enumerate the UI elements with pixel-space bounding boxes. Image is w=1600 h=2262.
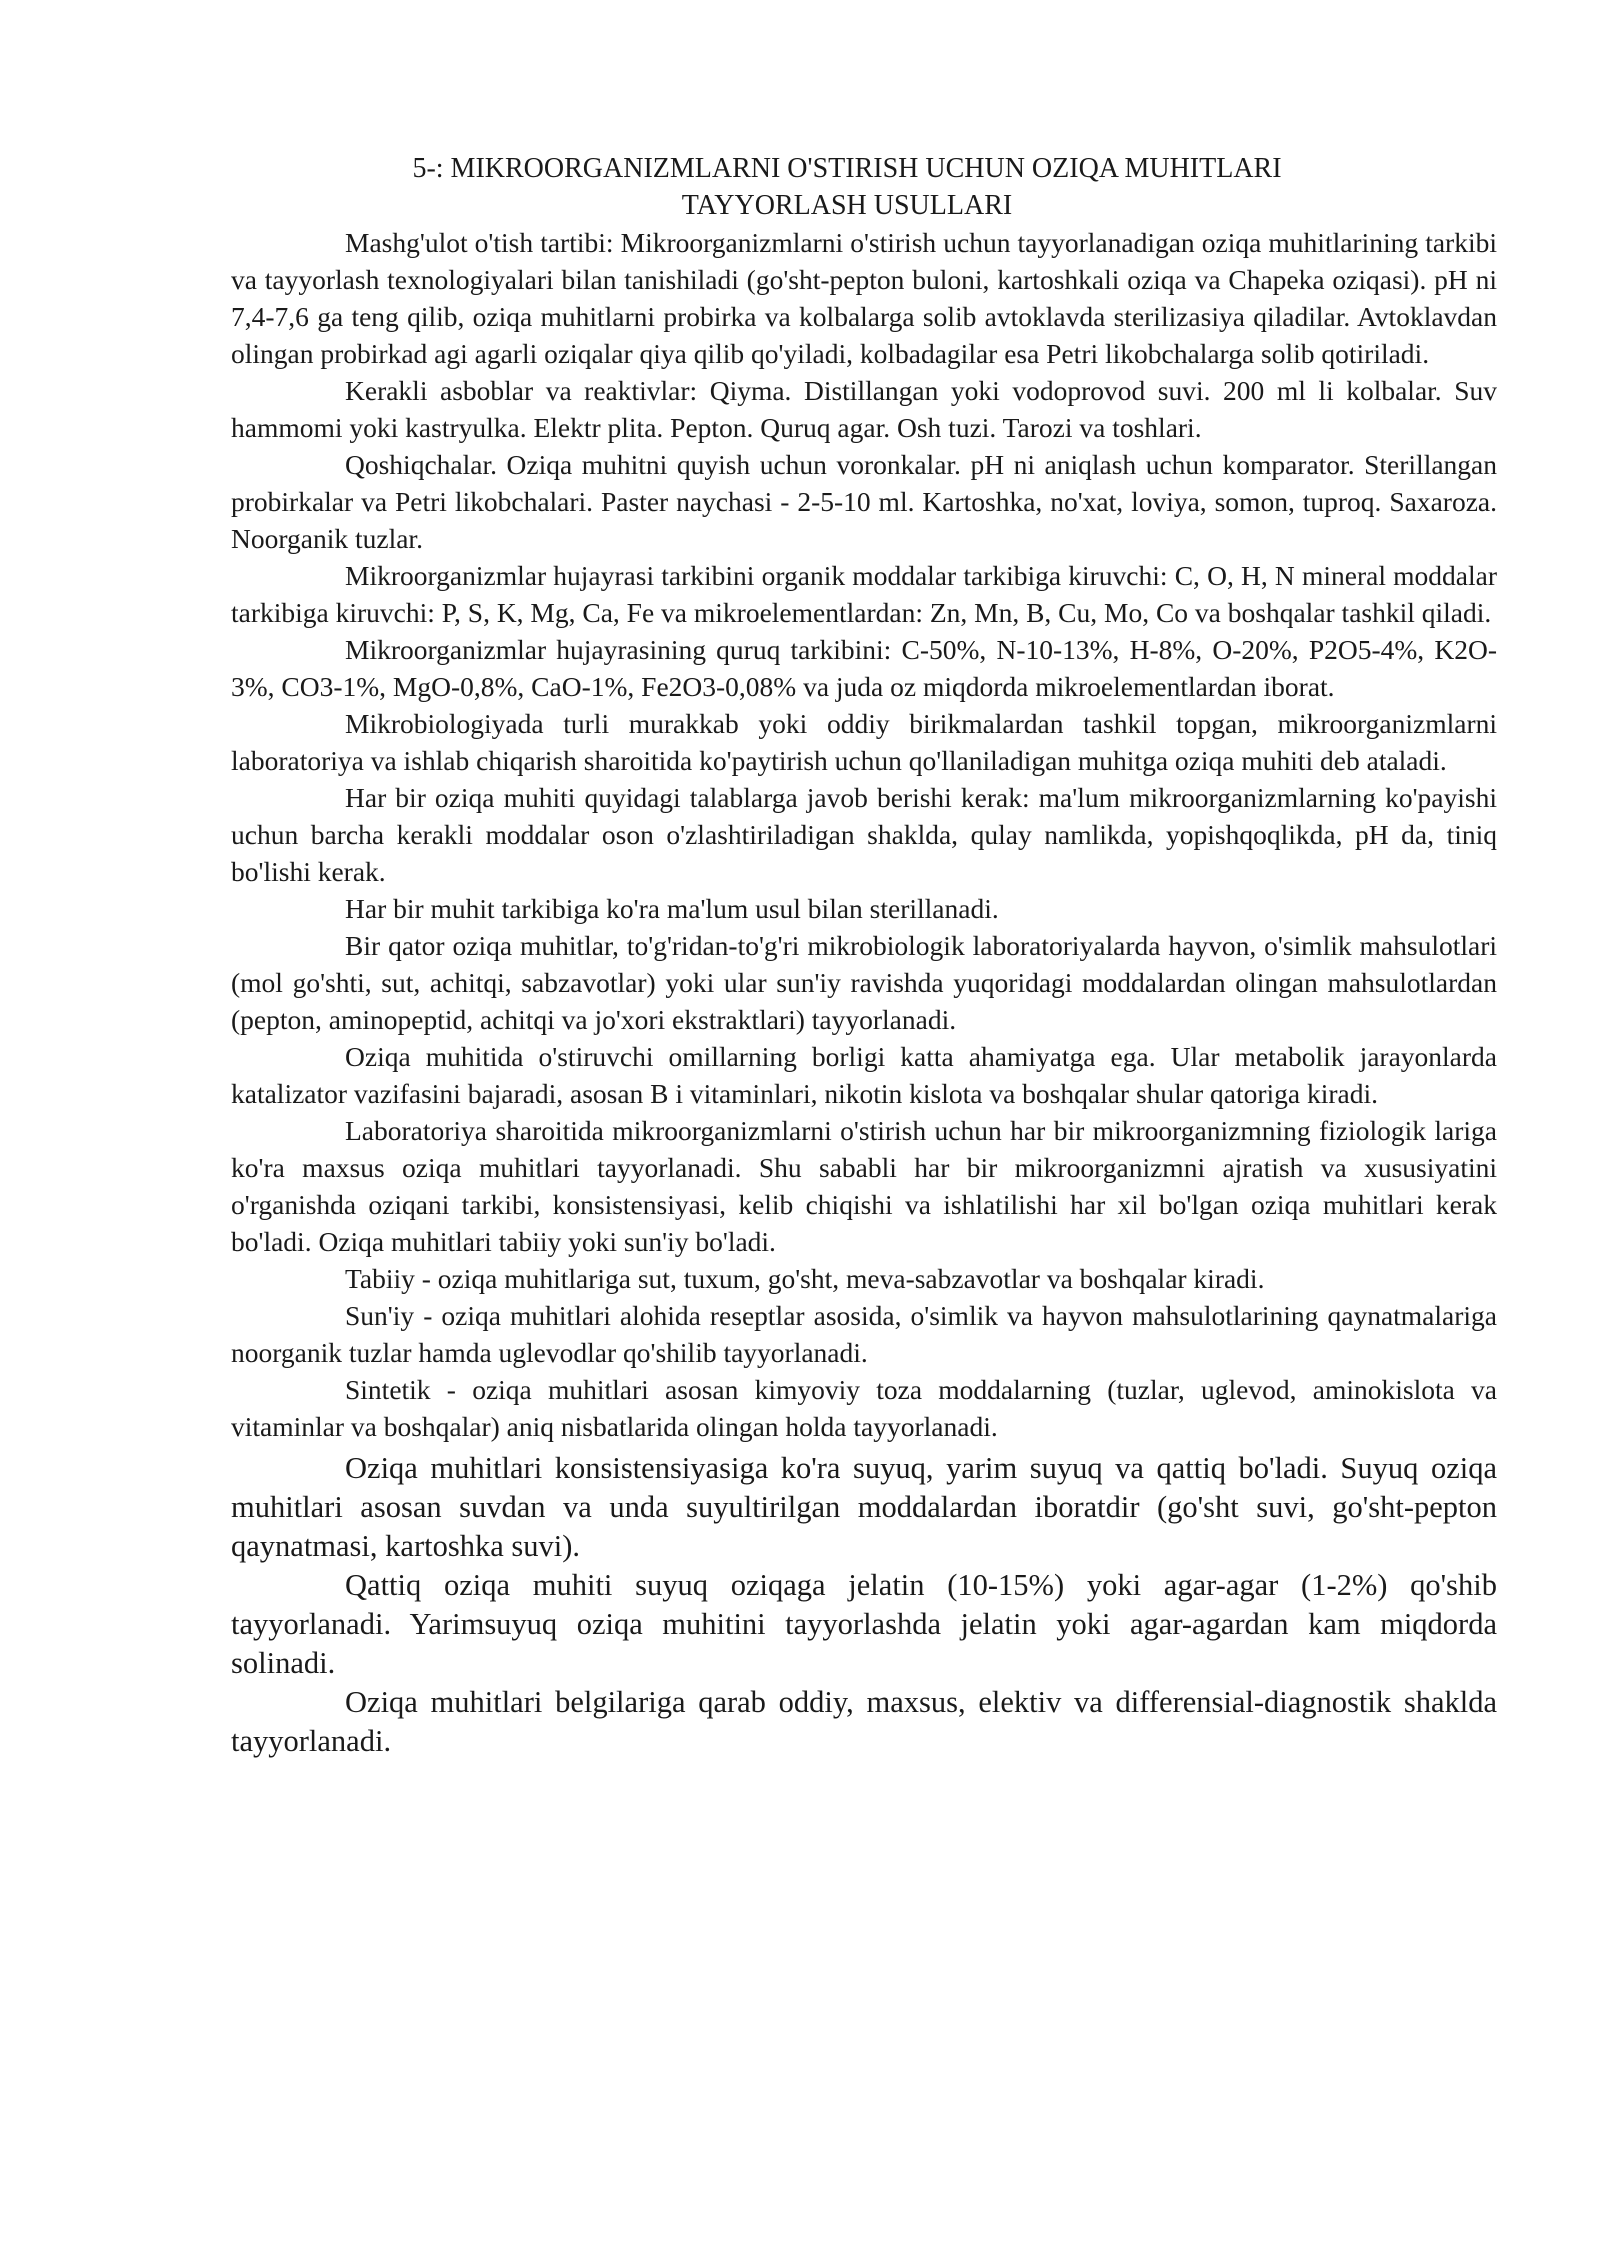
title-line-2: TAYYORLASH USULLARI bbox=[681, 190, 1013, 221]
title-line-1: 5-: MIKROORGANIZMLARNI O'STIRISH UCHUN OZIQA MUHITLARI bbox=[412, 153, 1282, 184]
paragraph-consistency: Oziqa muhitlari konsistensiyasiga ko'ra suyuq, yarim suyuq va qattiq bo'ladi. Suyuq oziqa muhitlari asosan suvdan va unda suyultirilgan moddalardan iboratdir (go'sht suvi, go'sht-pepton qaynatmasi, kartoshka suvi). bbox=[231, 1451, 1497, 1563]
paragraph-cell-composition: Mikroorganizmlar hujayrasi tarkibini organik moddalar tarkibiga kiruvchi: C, O, H, N mineral moddalar tarkibiga kiruvchi: P, S, K, Mg, Ca, Fe va mikroelementlardan: Zn, Mn, B, Cu, Mo, Co va boshqalar tashkil qiladi. bbox=[231, 560, 1497, 628]
paragraph-artificial: Sun'iy - oziqa muhitlari alohida reseptlar asosida, o'simlik va hayvon mahsulotlarining qaynatmalariga noorganik tuzlar hamda uglevodlar qo'shilib tayyorlanadi. bbox=[231, 1300, 1497, 1368]
paragraph-growth-factors: Oziqa muhitida o'stiruvchi omillarning borligi katta ahamiyatga ega. Ular metabolik jarayonlarda katalizator vazifasini bajaradi, asosan B i vitaminlari, nikotin kislota va boshqalar shular qatoriga kiradi. bbox=[231, 1041, 1497, 1109]
paragraph-laboratory: Laboratoriya sharoitida mikroorganizmlarni o'stirish uchun har bir mikroorganizmning fiziologik lariga ko'ra maxsus oziqa muhitlari tayyorlanadi. Shu sababli har bir mikroorganizmni ajratish va xususiyatini o'rganishda oziqani tarkibi, konsistensiyasi, kelib chiqishi va ishlatilishi har xil bo'lgan oziqa muhitlari kerak bo'ladi. Oziqa muhitlari tabiiy yoki sun'iy bo'ladi. bbox=[231, 1115, 1497, 1257]
document-page bbox=[231, 150, 1497, 1761]
paragraph-dry-composition: Mikroorganizmlar hujayrasining quruq tarkibini: C-50%, N-10-13%, H-8%, O-20%, P2O5-4%, K2O-3%, CO3-1%, MgO-0,8%, CaO-1%, Fe2O3-0,08% va juda oz miqdorda mikroelementlardan iborat. bbox=[231, 634, 1497, 702]
paragraph-solid-media: Qattiq oziqa muhiti suyuq oziqaga jelatin (10-15%) yoki agar-agar (1-2%) qo'shib tayyorlanadi. Yarimsuyuq oziqa muhitini tayyorlashda jelatin yoki agar-agardan kam miqdorda solinadi. bbox=[231, 1568, 1497, 1680]
paragraph-synthetic: Sintetik - oziqa muhitlari asosan kimyoviy toza moddalarning (tuzlar, uglevod, aminokislota va vitaminlar va boshqalar) aniq nisbatlarida olingan holda tayyorlanadi. bbox=[231, 1374, 1497, 1442]
paragraph-sterilization: Har bir muhit tarkibiga ko'ra ma'lum usul bilan sterillanadi. bbox=[345, 893, 999, 924]
paragraph-equipment: Kerakli asboblar va reaktivlar: Qiyma. Distillangan yoki vodoprovod suvi. 200 ml li kolbalar. Suv hammomi yoki kastryulka. Elektr plita. Pepton. Quruq agar. Osh tuzi. Tarozi va toshlari. bbox=[231, 375, 1497, 443]
paragraph-natural: Tabiiy - oziqa muhitlariga sut, tuxum, go'sht, meva-sabzavotlar va boshqalar kiradi. bbox=[345, 1263, 1265, 1294]
paragraph-sources: Bir qator oziqa muhitlar, to'g'ridan-to'g'ri mikrobiologik laboratoriyalarda hayvon, o'simlik mahsulotlari (mol go'shti, sut, achitqi, sabzavotlar) yoki ular sun'iy ravishda yuqoridagi moddalardan olingan mahsulotlardan (pepton, aminopeptid, achitqi va jo'xori ekstraktlari) tayyorlanadi. bbox=[231, 930, 1497, 1035]
paragraph-media-types: Oziqa muhitlari belgilariga qarab oddiy, maxsus, elektiv va differensial-diagnostik shaklda tayyorlanadi. bbox=[231, 1685, 1497, 1758]
paragraph-procedure: Mashg'ulot o'tish tartibi: Mikroorganizmlarni o'stirish uchun tayyorlanadigan oziqa muhitlarining tarkibi va tayyorlash texnologiyalari bilan tanishiladi (go'sht-pepton buloni, kartoshkali oziqa va Chapeka oziqasi). pH ni 7,4-7,6 ga teng qilib, oziqa muhitlarni probirka va kolbalarga solib avtoklavda sterilizasiya qiladilar. Avtoklavdan olingan probirkad agi agarli oziqalar qiya qilib qo'yiladi, kolbadagilar esa Petri likobchalarga solib qotiriladi. bbox=[231, 227, 1497, 369]
paragraph-tools: Qoshiqchalar. Oziqa muhitni quyish uchun voronkalar. pH ni aniqlash uchun komparator. Sterillangan probirkalar va Petri likobchalari. Paster naychasi - 2-5-10 ml. Kartoshka, no'xat, loviya, somon, tuproq. Saxaroza. Noorganik tuzlar. bbox=[231, 449, 1497, 554]
page-title bbox=[231, 150, 1282, 224]
paragraph-requirements: Har bir oziqa muhiti quyidagi talablarga javob berishi kerak: ma'lum mikroorganizmlarning ko'payishi uchun barcha kerakli moddalar oson o'zlashtiriladigan shaklda, qulay namlikda, yopishqoqlikda, pH da, tiniq bo'lishi kerak. bbox=[231, 782, 1497, 887]
paragraph-definition: Mikrobiologiyada turli murakkab yoki oddiy birikmalardan tashkil topgan, mikroorganizmlarni laboratoriya va ishlab chiqarish sharoitida ko'paytirish uchun qo'llaniladigan muhitga oziqa muhiti deb ataladi. bbox=[231, 708, 1497, 776]
